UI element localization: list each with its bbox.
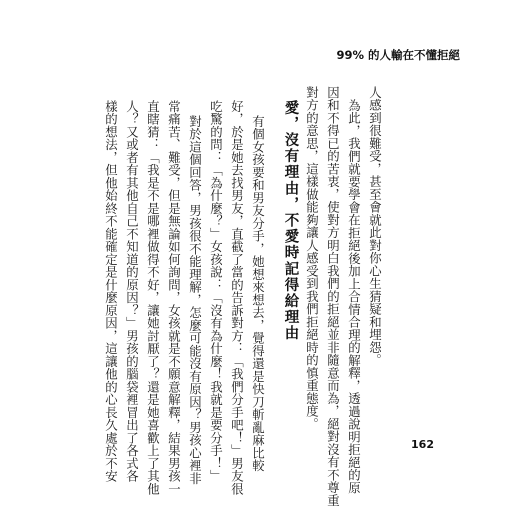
section-heading: 愛，沒有理由，不愛時記得給理由	[282, 100, 299, 342]
text-column: 有個女孩要和男友分手，她想來想去，覺得還是快刀斬亂麻比較	[250, 115, 266, 472]
text-column: 為此，我們就要學會在拒絕後加上合情合理的解釋，透過說明拒絕的原	[346, 99, 362, 495]
text-column: 常痛苦、難受，但是無論如何詢問，女孩就是不願意解釋，結果男孩一	[166, 100, 182, 496]
text-column: 樣的想法，但他始終不能確定是什麼原因，這讓他的心長久處於不安	[103, 100, 119, 483]
running-header: 99% 的人輸在不懂拒絕	[336, 48, 460, 62]
text-column: 因和不得已的苦衷，使對方明白我們的拒絕並非隨意而為，絕對沒有不尊重	[325, 86, 341, 507]
text-column: 好，於是她去找男友，直截了當的告訴對方：「我們分手吧！」男友很	[229, 100, 245, 496]
text-column: 對方的意思，這樣做能夠讓人感受到我們拒絕時的慎重態度。	[304, 86, 320, 431]
text-column: 吃驚的問：「為什麼？」女孩說：「沒有為什麼！我就是要分手！」	[208, 100, 224, 483]
text-column: 人？又或者有其他自己不知道的原因？」男孩的腦袋裡冒出了各式各	[124, 100, 140, 483]
text-column: 人感到很難受，甚至會就此對你心生猜疑和埋怨。	[367, 86, 383, 367]
text-column: 直瞎猜：「我是不是哪裡做得不好，讓她討厭了？還是她喜歡上了其他	[145, 100, 161, 496]
text-column: 對於這個回答，男孩很不能理解，怎麼可能沒有原因？男孩心裡非	[187, 115, 203, 485]
page-number: 162	[411, 438, 434, 451]
